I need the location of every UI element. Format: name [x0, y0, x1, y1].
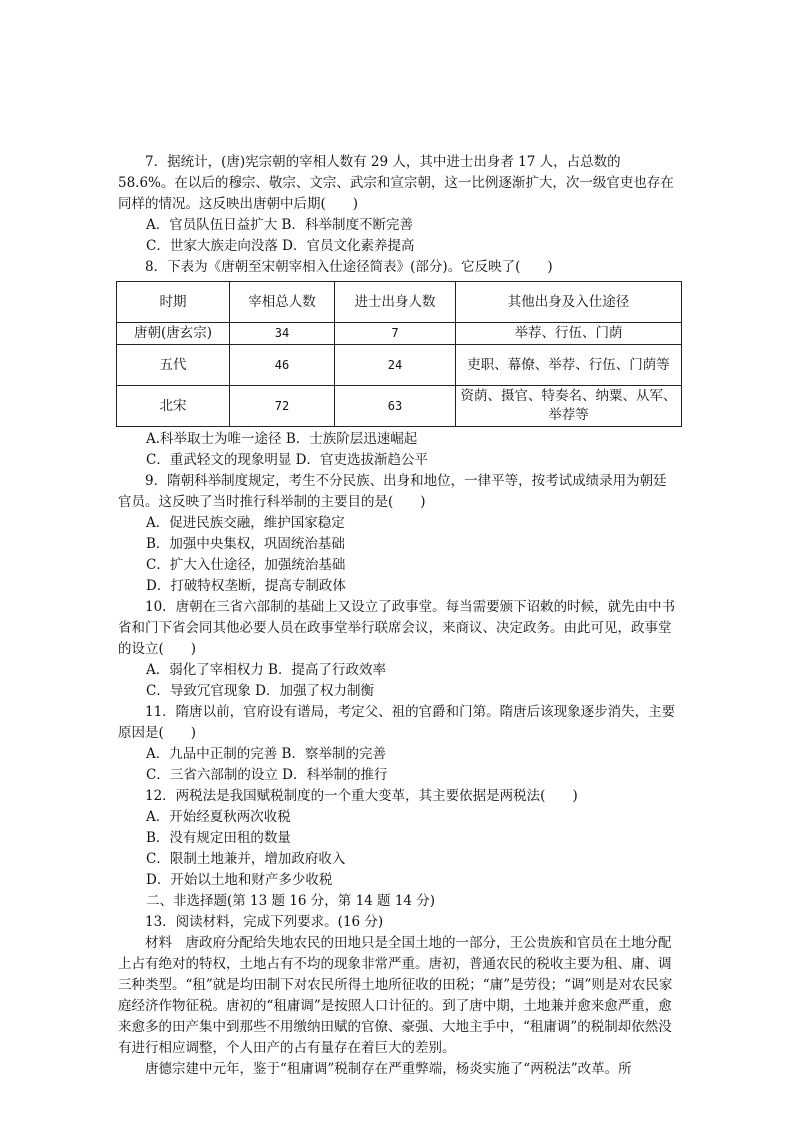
table-cell: 唐朝(唐玄宗) — [117, 323, 230, 345]
q11-option-cd: C．三省六部制的设立 D．科举制的推行 — [146, 767, 388, 783]
table-cell: 46 — [230, 345, 335, 386]
q11-stem: 11．隋唐以前，官府设有谱局，考定父、祖的官爵和门第。隋唐后该现象逐步消失，主要原因是( ) — [118, 704, 676, 741]
q9-option-c: C．扩大入仕途径，加强统治基础 — [146, 557, 346, 573]
section-heading: 二、非选择题(第 13 题 16 分，第 14 题 14 分) — [146, 893, 436, 909]
table-cell: 34 — [230, 323, 335, 345]
q9-option-b: B．加强中央集权，巩固统治基础 — [146, 536, 345, 552]
table-cell: 63 — [335, 386, 456, 427]
q10-stem: 10．唐朝在三省六部制的基础上又设立了政事堂。每当需要颁下诏敕的时候，就先由中书省和门下省会同其他必要人员在政事堂举行联席会议，来商议、决定政务。由此可见，政事堂的设立( ) — [118, 599, 676, 657]
table-cell: 举荐、行伍、门荫 — [456, 323, 682, 345]
table-header: 时期 — [117, 282, 230, 323]
table-header: 宰相总人数 — [230, 282, 335, 323]
q12-option-a: A．开始经夏秋两次收税 — [146, 809, 291, 825]
q9-stem: 9．隋朝科举制度规定，考生不分民族、出身和地位，一律平等，按考试成绩录用为朝廷官员。这反映了当时推行科举制的主要目的是( ) — [118, 473, 667, 510]
q9-option-d: D．打破特权垄断，提高专制政体 — [146, 578, 346, 594]
table-header: 进士出身人数 — [335, 282, 456, 323]
table-cell: 资荫、摄官、特奏名、纳粟、从军、举荐等 — [456, 386, 682, 427]
q10-option-ab: A．弱化了宰相权力 B．提高了行政效率 — [146, 662, 386, 678]
table-cell: 五代 — [117, 345, 230, 386]
table-row — [117, 323, 682, 345]
q8-table — [116, 281, 682, 427]
table-header: 其他出身及入仕途径 — [456, 282, 682, 323]
table-cell: 吏职、幕僚、举荐、行伍、门荫等 — [456, 345, 682, 386]
table-cell: 北宋 — [117, 386, 230, 427]
q8-stem: 8．下表为《唐朝至宋朝宰相入仕途径简表》(部分)。它反映了( ) — [145, 259, 553, 275]
q8-option-cd: C．重武轻文的现象明显 D．官吏选拔渐趋公平 — [146, 452, 428, 468]
table-row — [117, 386, 682, 427]
q12-stem: 12．两税法是我国赋税制度的一个重大变革，其主要依据是两税法( ) — [145, 788, 578, 804]
q9-option-a: A．促进民族交融，维护国家稳定 — [146, 515, 345, 531]
q13-material-para-1: 材料 唐政府分配给失地农民的田地只是全国土地的一部分，王公贵族和官员在土地分配上占有绝对的特权，土地占有不均的现象非常严重。唐初，普通农民的税收主要为租、庸、调三种类型。“租”就是均田制下对农民所得土地所征收的田税；“庸”是劳役；“调”则是对农民家庭经济作物征税。唐初的“租庸调”是按照人口计征的。到了唐中期，土地兼并愈来愈严重，愈来愈多的田产集中到那些不用缴纳田赋的官僚、豪强、大地主手中，“租庸调”的税制却依然没有进行相应调整，个人田产的占有量存在着巨大的差别。 — [118, 935, 673, 1056]
q12-option-d: D．开始以土地和财产多少收税 — [146, 872, 333, 888]
q13-stem: 13．阅读材料，完成下列要求。(16 分) — [145, 914, 384, 930]
table-cell: 24 — [335, 345, 456, 386]
exam-page — [118, 152, 680, 1080]
q12-option-c: C．限制土地兼并，增加政府收入 — [146, 851, 346, 867]
table-row — [117, 345, 682, 386]
q11-option-ab: A．九品中正制的完善 B．察举制的完善 — [146, 746, 386, 762]
q13-material-para-2: 唐德宗建中元年，鉴于“租庸调”税制存在严重弊端，杨炎实施了“两税法”改革。所 — [145, 1061, 632, 1077]
q8-option-ab: A.科举取士为唯一途径 B．士族阶层迅速崛起 — [146, 431, 418, 447]
q7-option-ab: A．官员队伍日益扩大 B．科举制度不断完善 — [146, 217, 413, 233]
table-cell: 72 — [230, 386, 335, 427]
q7-stem: 7．据统计，(唐)宪宗朝的宰相人数有 29 人，其中进士出身者 17 人，占总数的 58.6%。在以后的穆宗、敬宗、文宗、武宗和宣宗朝，这一比例逐渐扩大，次一级官吏也存在同样的情况。这反映出唐朝中后期( ) — [118, 154, 674, 212]
table-cell: 7 — [335, 323, 456, 345]
table-header-row — [117, 282, 682, 323]
q10-option-cd: C．导致冗官现象 D．加强了权力制衡 — [146, 683, 374, 699]
q12-option-b: B．没有规定田租的数量 — [146, 830, 291, 846]
q7-option-cd: C．世家大族走向没落 D．官员文化素养提高 — [146, 238, 415, 254]
